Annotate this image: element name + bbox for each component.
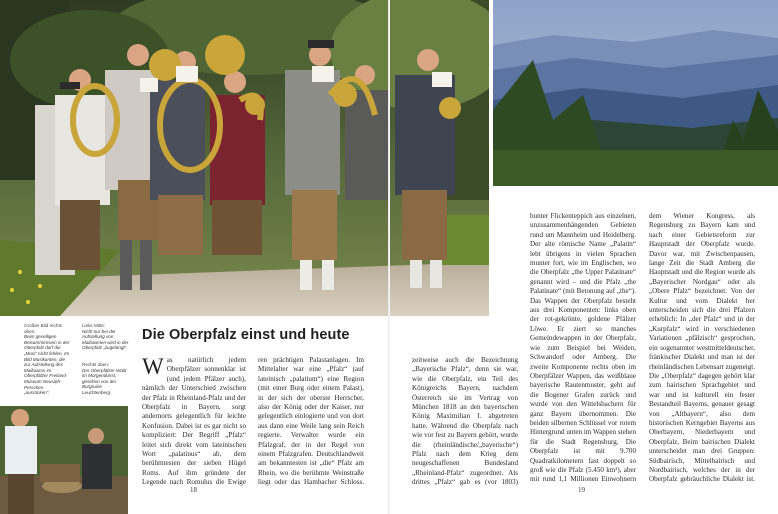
workers-illustration — [0, 406, 128, 514]
article-heading: Die Oberpfalz einst und heute — [142, 327, 350, 343]
caption-right-top: Rechts oben: Der Oberpfälzer Wald im Morgendunst, gesehen von der Burgruine Leuchtenberg. — [82, 362, 127, 395]
caption-main: Großes Bild rechts oben: Beim geselligen Beisammensein in der Oberpfalz darf die „Musi“ nicht fehlen. Im Bild Musikanten, die zur Aufstellung des Maibaums im Oberpfälzer Freiland-Museum Neusath-Perschen „ausrücken“. — [24, 323, 70, 396]
body-column-4: bunter Flickenteppich aus einzelnen, unzusammenhängenden Gebieten rund um Mannheim und Heidelberg. Der alte römische Name „Palatin“ lebt übrigens in vielen Sprachen munter fort, wie im Englischen, wo die Oberpfalz „the Upper Palatinate“ genannt wird – und die Pfalz „the Palatinate“ (mit Betonung auf „the“). Das Wappen der Oberpfalz besteht aus drei Komponenten: links oben der rot-gekrönte, goldene Pfälzer Löwe. Er ziert so manches Gemeindewappen in der Oberpfalz, wie zum Beispiel bei Weiden, Schwandorf oder Amberg. Die zweite Komponente rechts oben im Oberpfälzer Wappen, das weißblaue bayerische Rautenmuster, geht auf die Bogener Grafen zurück und wurde von den Wittelsbachern für ganz Bayern übernommen. Die beiden silbernen Schlüssel vor rotem Hintergrund unten im Wappen stehen für die Stadt Regensburg. Die Oberpfalz ist mit 9.700 Quadratkilometern fast doppelt so groß wie die Pfalz (5.450 km²), aber mit rund 1,1 Millionen Einwohnern — [530, 212, 636, 484]
page-number-right: 19 — [578, 486, 585, 494]
body-column-1: Was natürlich jedem Oberpfälzer sonnenklar ist (und jedem Pfälzer auch), nämlich der Unterschied zwischen der Pfalz in Rheinland-Pfalz und der Oberpfalz in Bayern, sorgt andernorts gelegentlich für leichte Konfusion. Dabei ist es gar nicht so kompliziert: Der Begriff „Pfalz“ leitet sich direkt vom lateinischen Wort „palatinus“ ab, dem berühmtesten der sieben Hügel Roms. Auf ihm gründete der Legende nach Romulus die Ewige — [142, 356, 246, 487]
brass-band-photo — [0, 0, 489, 316]
caption-left-middle: Links Mitte: Nicht nur bei der Aufstellung von Maibäumen wird in der Oberpfalz „zugelangt“. — [82, 323, 129, 351]
forest-landscape-photo — [493, 0, 778, 186]
drop-cap: W — [142, 356, 164, 379]
body-column-2: ren prächtigen Palastanlagen. Im Mittelalter war eine „Pfalz“ (auf lateinisch „palatium“) eine Region (mit einer Burg oder einem Palast), in der sich der oberste Herrscher, also der König oder der Kaiser, nur gelegentlich einlogierte und von dort aus dann eine Weile lang sein Reich regierte. Verwalter wurde ein Pfalzgraf, der in der Regel von einem Pfalzgrafen. Deutschlandweit am bekanntesten ist „die“ Pfalz am Rhein, wo die berühmte Weinstraße liegt oder das Hambacher Schloss. — [258, 356, 364, 487]
workers-photo — [0, 406, 128, 514]
page-number-left: 18 — [190, 486, 197, 494]
body-column-5: dem Wiener Kongress, als Regensburg zu Bayern kam und nach einer Gebietsreform zur Hauptstadt der Oberpfalz wurde. Davor war, mit Zwischenpausen, lange Zeit die Stadt Amberg die Hauptstadt und die Region wurde als „Bayerischer Nordgau“ oder als „Obere Pfalz“ bezeichnet. Von der Kultur und vom Dialekt her unterscheiden sich die drei Pfalzen erheblich: In „der Pfalz“ und in der „Kurpfalz“ wird in verschiedenen Variationen „pfälzisch“ gesprochen, ein sogenannter westmitteldeutscher, fränkischer Dialekt und man ist der rheinländischen Lebensart zugeneigt. Die „Oberpfalz“ dagegen gehört klar zum bairischen Sprachgebiet und war und ist kulturell ein fester Bestandteil Bayerns, genauer gesagt von „Altbayern“, also dem historischen Kerngebiet Bayerns aus Oberbayern, Niederbayern und Oberpfalz. Beim bairischen Dialekt unterscheidet man drei Gruppen: Südbairisch, Mittelbairisch und Nordbairisch, welches der in der Oberpfalz gebräuchliche Dialekt ist. — [649, 212, 755, 484]
body-column-3: zeitweise auch die Bezeichnung „Bayerische Pfalz“, denn sie war, wie die Oberpfalz, ein Teil des Königreichs Bayern, nachdem Österreich sie im Vertrag von München 1818 an den bayerischen König Maximilian I. abgetreten hatte. Während die Oberpfalz nach wie vor fest zu Bayern gehört, wurde die (rheinländische/„bayerische“) Pfalz nach dem Krieg dem neugeschaffenen Bundesland „Rheinland-Pfalz“ zugeordnet. Als drittes „Pfalz“ gab es (vor 1803) — [412, 356, 518, 487]
forest-landscape-illustration — [493, 0, 778, 186]
brass-band-illustration — [0, 0, 489, 316]
photo-captions — [24, 323, 134, 401]
page-gutter — [388, 0, 390, 514]
